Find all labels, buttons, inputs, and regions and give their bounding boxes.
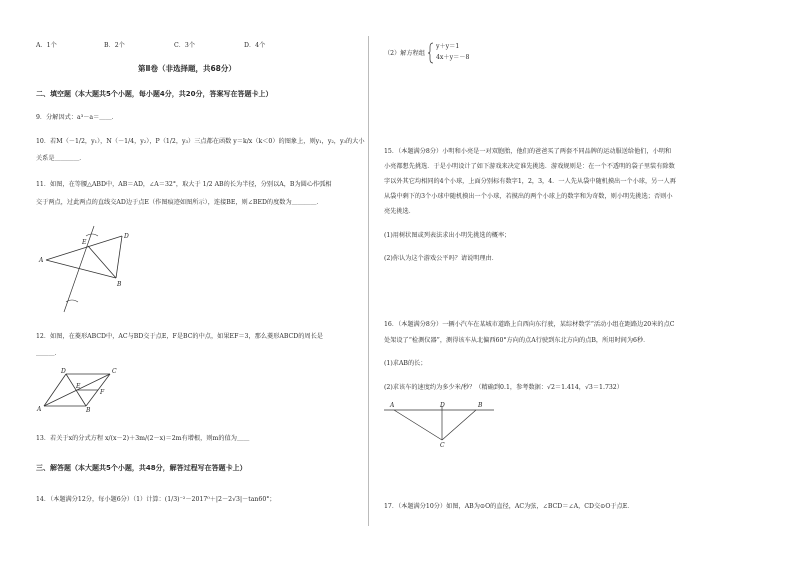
question-16-line1: 16．（本题满分8分）一辆小汽车在某城市道路上自西向东行驶，某综材数学“活动小组在距路边20米的点C bbox=[384, 321, 675, 328]
question-15-line5: 亮先挑选． bbox=[384, 208, 415, 215]
question-10-line2: 关系是＿＿＿＿． bbox=[36, 155, 86, 162]
question-10-line1: 10．若M（－1/2，y₁），N（－1/4，y₂），P（1/2，y₃）三点都在函数 y＝k/x（k＜0）的图象上，则y₁，y₂，y₃的大小 bbox=[36, 138, 365, 145]
q12-label-a: A bbox=[37, 406, 42, 413]
question-13: 13．若关于x的分式方程 x/(x－2)＋3m/(2－x)＝2m有增根，则m的值为＿＿ bbox=[36, 435, 250, 442]
question-14-part2-eq2: 4x＋y＝－8 bbox=[436, 54, 470, 61]
q11-label-e: E bbox=[82, 239, 87, 246]
q12-label-f: F bbox=[100, 389, 105, 396]
question-16-line2: 处架设了“检测仪器”，测得该车从北偏西60°方向的点A行驶到东北方向的点B，所用时间为6秒． bbox=[384, 337, 650, 344]
q16-label-b: B bbox=[478, 402, 483, 409]
question-15-line4: 从袋中剩下的3个小球中随机摸出一个小球，若摸出的两个小球上的数字和为奇数，则小明先挑选；否则小 bbox=[384, 193, 673, 200]
question-12-line2: ＿＿＿． bbox=[36, 350, 61, 357]
section-fill-heading: 二、填空题（本大题共5个小题，每小题4分，共20分，答案写在答题卡上） bbox=[36, 90, 273, 98]
figure-q16-road bbox=[384, 400, 496, 449]
figure-q11-triangle bbox=[36, 228, 136, 316]
question-17: 17．（本题满分10分）如图，AB为⊙O的直径，AC为弦，∠BCD＝∠A，CD交⊙O于点E． bbox=[384, 503, 634, 510]
part2-title: 第Ⅱ卷（非选择题，共68分） bbox=[138, 64, 236, 73]
question-15-line3: 字以外其它均相同的4个小球，上面分别标有数字1，2，3，4．一人先从袋中随机摸出一个小球，另一人再 bbox=[384, 178, 676, 185]
figure-q12-rhombus bbox=[36, 366, 126, 412]
q12-label-b: B bbox=[86, 407, 91, 414]
question-14-part2-eq1: y＋y＝1 bbox=[436, 43, 460, 50]
question-15-line1: 15．（本题满分8分）小明和小亮是一对双胞胎，他们的爸爸买了两套不同品牌的运动服送给他们，小明和 bbox=[384, 148, 672, 155]
column-divider bbox=[368, 36, 369, 526]
question-15-line2: 小亮都想先挑选．于是小明设计了如下游戏来决定谁先挑选．游戏规则是：在一个不透明的袋子里装有除数 bbox=[384, 163, 675, 170]
question-14-part2-label: （2）解方程组 bbox=[384, 50, 426, 57]
q11-label-d: D bbox=[124, 233, 129, 240]
choice-b: B．2个 bbox=[104, 42, 125, 49]
q16-label-a: A bbox=[390, 402, 395, 409]
question-11-line1: 11．如图，在等腰△ABD中，AB＝AD，∠A＝32°，取大于 1/2 AB的长为半径，分别以A，B为圆心作弧相 bbox=[36, 181, 332, 188]
question-9: 9．分解因式：a³－a＝＿＿． bbox=[36, 114, 118, 121]
q11-label-a: A bbox=[39, 257, 44, 264]
section-solve-heading: 三、解答题（本大题共5个小题，共48分，解答过程写在答题卡上） bbox=[36, 464, 247, 472]
question-15-sub2: (2)你认为这个游戏公平吗？请说明理由． bbox=[384, 255, 498, 262]
q12-label-d: D bbox=[61, 368, 66, 375]
q11-label-b: B bbox=[117, 281, 122, 288]
choice-d: D．4个 bbox=[244, 42, 266, 49]
brace-icon bbox=[428, 42, 434, 64]
choice-c: C．3个 bbox=[174, 42, 196, 49]
question-11-line2: 交于两点，过此两点的直线交AD边于点E（作图痕迹如图所示），连接BE，则∠BED的度数为＿＿＿＿． bbox=[36, 199, 323, 206]
question-14: 14．（本题满分12分，每小题6分）（1）计算：(1/3)⁻²－2017⁰＋|2－2√3|－tan60°； bbox=[36, 496, 276, 503]
question-16-sub2: (2)求该车的速度约为多少米/秒？（精确到0.1，参考数据：√2＝1.414，√3＝1.732） bbox=[384, 384, 623, 391]
q16-label-c: C bbox=[440, 442, 445, 449]
right-column bbox=[372, 0, 794, 562]
question-16-sub1: (1)求AB的长； bbox=[384, 360, 427, 367]
choice-a: A．1个 bbox=[36, 42, 57, 49]
question-12-line1: 12．如图，在菱形ABCD中，AC与BD交于点E，F是BC的中点，如果EF＝3，那么菱形ABCD的周长是 bbox=[36, 333, 323, 340]
left-column bbox=[0, 0, 368, 562]
q16-label-d: D bbox=[440, 402, 445, 409]
q12-label-e: E bbox=[76, 383, 81, 390]
q12-label-c: C bbox=[112, 368, 117, 375]
question-15-sub1: (1)用树状图或列表法求出小明先挑选的概率； bbox=[384, 232, 511, 239]
